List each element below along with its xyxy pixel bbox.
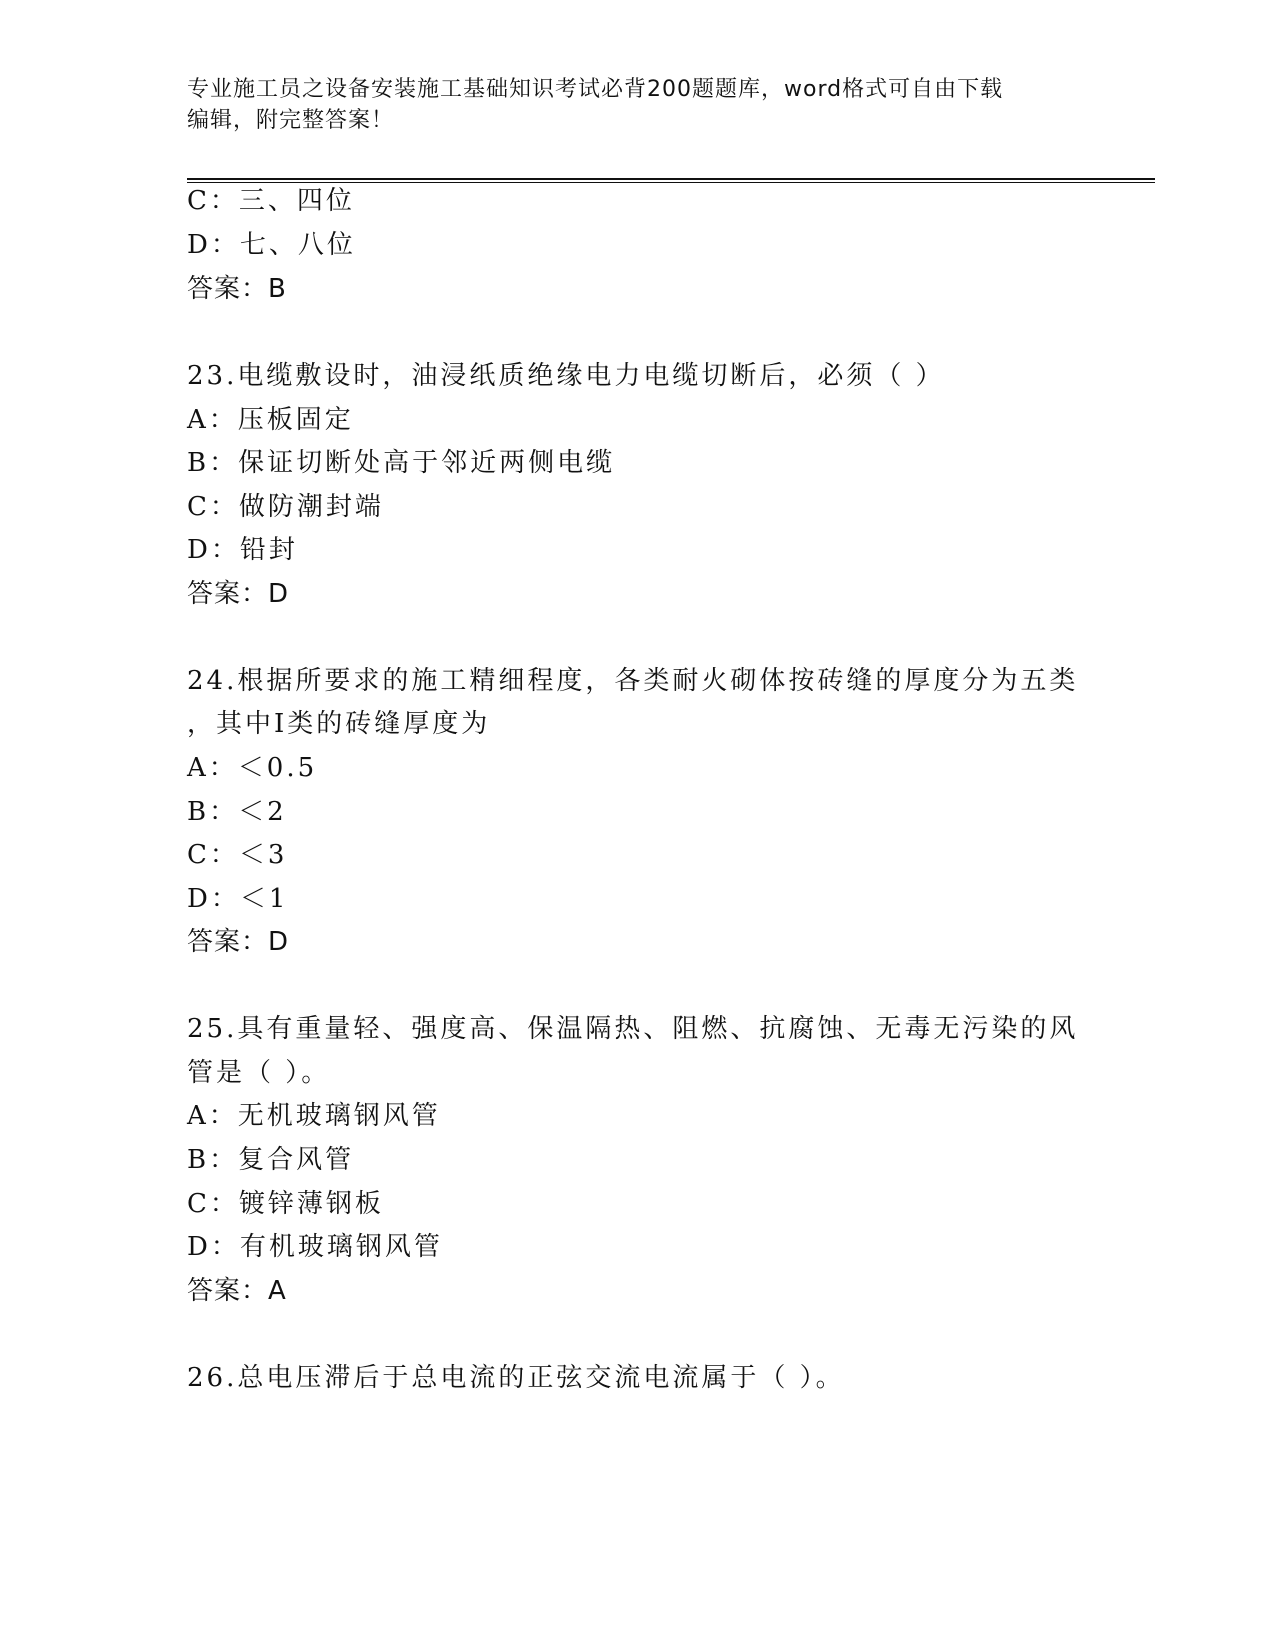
q22-answer: 答案：B [187, 274, 287, 304]
q26-stem: 26.总电压滞后于总电流的正弦交流电流属于（ ）。 [187, 1363, 845, 1393]
q25-option-d: D：有机玻璃钢风管 [187, 1232, 443, 1262]
document-header [187, 74, 1087, 136]
header-title-line-1: 专业施工员之设备安装施工基础知识考试必背200题题库，word格式可自由下载 [187, 77, 1004, 102]
q24-stem-line-1: 24.根据所要求的施工精细程度，各类耐火砌体按砖缝的厚度分为五类 [187, 666, 1079, 696]
header-title-line-2: 编辑，附完整答案！ [187, 108, 395, 133]
q25-option-a: A：无机玻璃钢风管 [187, 1101, 441, 1131]
q23-option-b: B：保证切断处高于邻近两侧电缆 [187, 448, 616, 478]
q25-option-c: C：镀锌薄钢板 [187, 1189, 384, 1219]
q25-stem-line-1: 25.具有重量轻、强度高、保温隔热、阻燃、抗腐蚀、无毒无污染的风 [187, 1014, 1079, 1044]
q23-option-a: A：压板固定 [187, 405, 354, 435]
q23-option-d: D：铅封 [187, 535, 298, 565]
header-divider-thin [187, 182, 1155, 183]
q25-answer: 答案：A [187, 1276, 287, 1306]
q24-option-d: D：＜1 [187, 884, 289, 914]
q23-option-c: C：做防潮封端 [187, 492, 384, 522]
q25-stem-line-2: 管是（ ）。 [187, 1058, 331, 1088]
q24-option-b: B：＜2 [187, 797, 287, 827]
q24-option-c: C：＜3 [187, 840, 288, 870]
q24-stem-line-2: ，其中Ⅰ类的砖缝厚度为 [187, 709, 491, 739]
q24-option-a: A：＜0.5 [187, 753, 318, 783]
q23-stem: 23.电缆敷设时，油浸纸质绝缘电力电缆切断后，必须（ ） [187, 361, 945, 391]
q22-option-d: D：七、八位 [187, 230, 356, 260]
q22-option-c: C：三、四位 [187, 186, 355, 216]
header-divider-thick [187, 178, 1155, 180]
q23-answer: 答案：D [187, 579, 290, 609]
q25-option-b: B：复合风管 [187, 1145, 355, 1175]
q24-answer: 答案：D [187, 927, 290, 957]
